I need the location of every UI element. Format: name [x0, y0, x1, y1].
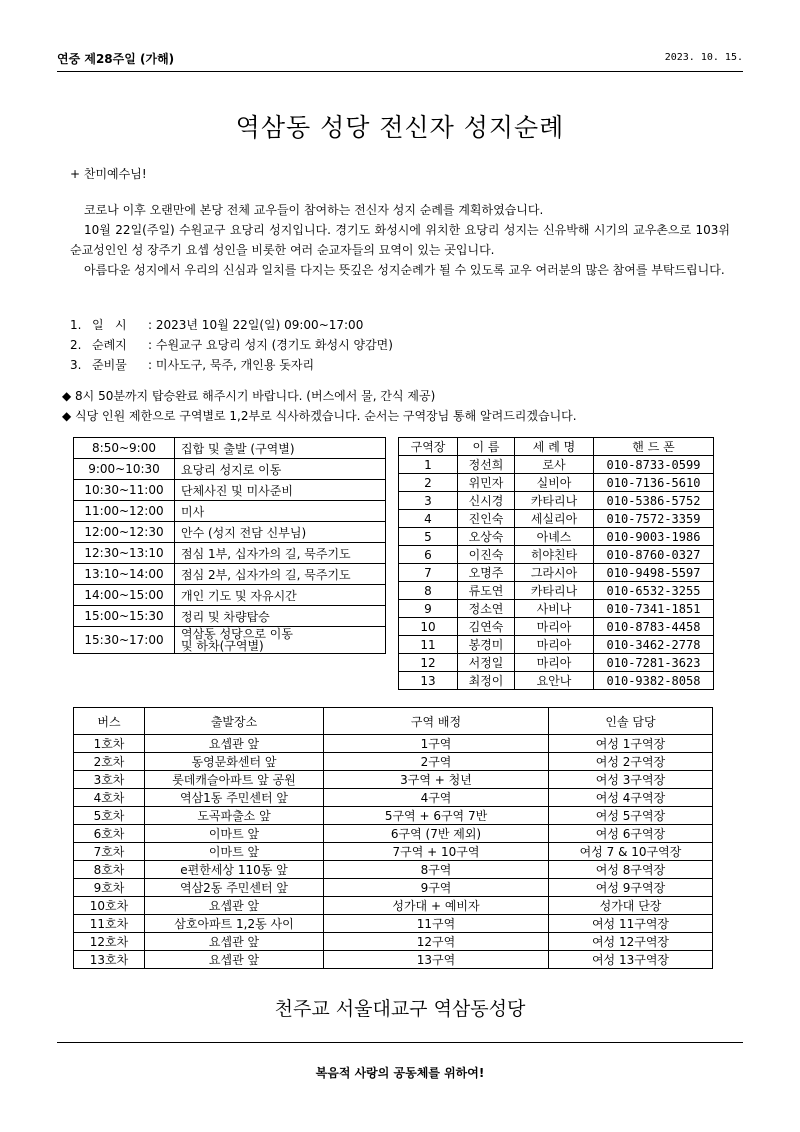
district-number: 13: [399, 672, 458, 690]
info-value: : 2023년 10월 22일(일) 09:00~17:00: [148, 318, 364, 332]
column-header: 핸 드 폰: [594, 438, 714, 456]
departure-place: 역삼2동 주민센터 앞: [145, 879, 324, 897]
district-assignment: 8구역: [324, 861, 549, 879]
phone-number: 010-3462-2778: [594, 636, 714, 654]
phone-number: 010-9382-8058: [594, 672, 714, 690]
district-assignment: 2구역: [324, 753, 549, 771]
leader-name: 신시경: [458, 492, 515, 510]
district-number: 11: [399, 636, 458, 654]
baptismal-name: 마리아: [515, 654, 594, 672]
departure-place: 삼호아파트 1,2동 사이: [145, 915, 324, 933]
info-row: [70, 315, 393, 335]
footer-rule: [57, 1042, 743, 1043]
leader-name: 김연숙: [458, 618, 515, 636]
table-row: [74, 843, 713, 861]
schedule-activity: 미사: [175, 501, 386, 522]
table-row: [74, 522, 386, 543]
district-assignment: 5구역 + 6구역 7반: [324, 807, 549, 825]
leader-name: 봉경미: [458, 636, 515, 654]
info-key: 일 시: [92, 318, 127, 332]
schedule-activity: 개인 기도 및 자유시간: [175, 585, 386, 606]
district-assignment: 7구역 + 10구역: [324, 843, 549, 861]
leader-name: 오상숙: [458, 528, 515, 546]
table-row: [399, 474, 714, 492]
bus-leader: 여성 4구역장: [549, 789, 713, 807]
bus-leader: 여성 11구역장: [549, 915, 713, 933]
page-title: 역삼동 성당 전신자 성지순례: [235, 113, 565, 142]
schedule-time: 12:00~12:30: [74, 522, 175, 543]
departure-place: 역삼1동 주민센터 앞: [145, 789, 324, 807]
bus-leader: 여성 9구역장: [549, 879, 713, 897]
bus-number: 4호차: [74, 789, 145, 807]
column-header: 출발장소: [145, 708, 324, 735]
table-row: [399, 654, 714, 672]
district-assignment: 13구역: [324, 951, 549, 969]
bus-leader: 여성 6구역장: [549, 825, 713, 843]
leader-name: 진인숙: [458, 510, 515, 528]
baptismal-name: 요안나: [515, 672, 594, 690]
info-row: [70, 355, 393, 375]
info-key: 순례지: [92, 338, 127, 352]
table-row: [74, 501, 386, 522]
bulletin-issue: 연중 제28주일 (가해): [57, 52, 175, 66]
leader-name: 오명주: [458, 564, 515, 582]
district-number: 9: [399, 600, 458, 618]
column-header: 세 례 명: [515, 438, 594, 456]
district-assignment: 9구역: [324, 879, 549, 897]
column-header: 인솔 담당: [549, 708, 713, 735]
notice-item: ◆ 식당 인원 제한으로 구역별로 1,2부로 식사하겠습니다. 순서는 구역장님 통해 알려드리겠습니다.: [62, 409, 577, 423]
schedule-time: 12:30~13:10: [74, 543, 175, 564]
baptismal-name: 카타리나: [515, 582, 594, 600]
baptismal-name: 마리아: [515, 636, 594, 654]
bus-number: 2호차: [74, 753, 145, 771]
bus-leader: 여성 8구역장: [549, 861, 713, 879]
departure-place: 도곡파출소 앞: [145, 807, 324, 825]
table-row: [74, 825, 713, 843]
schedule-table: [73, 437, 386, 654]
schedule-activity: 정리 및 차량탑승: [175, 606, 386, 627]
bus-assignment-table: [73, 707, 713, 969]
paragraph: 코로나 이후 오랜만에 본당 전체 교우들이 참여하는 전신자 성지 순례를 계획하였습니다.: [84, 203, 544, 217]
phone-number: 010-8733-0599: [594, 456, 714, 474]
info-value: : 수원교구 요당리 성지 (경기도 화성시 양감면): [148, 338, 393, 352]
parish-name: 천주교 서울대교구 역삼동성당: [274, 998, 526, 1020]
schedule-activity-line: 역삼동 성당으로 이동: [181, 627, 293, 641]
bus-leader: 여성 2구역장: [549, 753, 713, 771]
district-assignment: 11구역: [324, 915, 549, 933]
table-row: [74, 771, 713, 789]
column-header: 버스: [74, 708, 145, 735]
schedule-activity: 요당리 성지로 이동: [175, 459, 386, 480]
intro-paragraphs: [70, 200, 730, 280]
schedule-time: 9:00~10:30: [74, 459, 175, 480]
info-num: 1.: [70, 318, 82, 332]
table-row: [74, 585, 386, 606]
table-row: [399, 492, 714, 510]
schedule-activity: 점심 1부, 십자가의 길, 묵주기도: [175, 543, 386, 564]
district-number: 1: [399, 456, 458, 474]
greeting: + 찬미예수님!: [70, 167, 147, 181]
schedule-activity-line: 및 하차(구역별): [181, 639, 264, 653]
district-assignment: 4구역: [324, 789, 549, 807]
baptismal-name: 세실리아: [515, 510, 594, 528]
table-row: [74, 861, 713, 879]
district-leaders-table: [398, 437, 714, 690]
bus-number: 10호차: [74, 897, 145, 915]
bulletin-date: 2023. 10. 15.: [664, 52, 743, 63]
table-row: [74, 951, 713, 969]
district-number: 8: [399, 582, 458, 600]
bus-number: 12호차: [74, 933, 145, 951]
phone-number: 010-7136-5610: [594, 474, 714, 492]
header-rule: [57, 71, 743, 72]
baptismal-name: 그라시아: [515, 564, 594, 582]
departure-place: 동영문화센터 앞: [145, 753, 324, 771]
district-assignment: 6구역 (7반 제외): [324, 825, 549, 843]
schedule-activity: 안수 (성지 전담 신부님): [175, 522, 386, 543]
bus-leader: 여성 7 & 10구역장: [549, 843, 713, 861]
phone-number: 010-7572-3359: [594, 510, 714, 528]
info-key: 준비물: [92, 358, 127, 372]
bus-number: 13호차: [74, 951, 145, 969]
table-row: [399, 528, 714, 546]
schedule-activity: [175, 627, 386, 654]
baptismal-name: 아녜스: [515, 528, 594, 546]
bus-leader: 여성 1구역장: [549, 735, 713, 753]
info-value: : 미사도구, 묵주, 개인용 돗자리: [148, 358, 315, 372]
schedule-time: 11:00~12:00: [74, 501, 175, 522]
leader-name: 위민자: [458, 474, 515, 492]
schedule-activity: 점심 2부, 십자가의 길, 묵주기도: [175, 564, 386, 585]
schedule-time: 15:00~15:30: [74, 606, 175, 627]
district-number: 12: [399, 654, 458, 672]
district-number: 3: [399, 492, 458, 510]
bus-number: 9호차: [74, 879, 145, 897]
event-info-list: [70, 315, 393, 375]
departure-place: 이마트 앞: [145, 825, 324, 843]
table-row: [74, 879, 713, 897]
schedule-time: 13:10~14:00: [74, 564, 175, 585]
schedule-activity: 집합 및 출발 (구역별): [175, 438, 386, 459]
notice-item: ◆ 8시 50분까지 탑승완료 해주시기 바랍니다. (버스에서 물, 간식 제공): [62, 389, 436, 403]
column-header: 구역 배정: [324, 708, 549, 735]
leader-name: 류도연: [458, 582, 515, 600]
schedule-time: 14:00~15:00: [74, 585, 175, 606]
baptismal-name: 마리아: [515, 618, 594, 636]
notice-list: [62, 386, 577, 426]
phone-number: 010-8783-4458: [594, 618, 714, 636]
table-header-row: [74, 708, 713, 735]
table-row: [74, 564, 386, 585]
departure-place: 요셉관 앞: [145, 897, 324, 915]
district-number: 7: [399, 564, 458, 582]
table-row: [74, 735, 713, 753]
table-row: [399, 582, 714, 600]
phone-number: 010-9003-1986: [594, 528, 714, 546]
baptismal-name: 사비나: [515, 600, 594, 618]
bus-number: 1호차: [74, 735, 145, 753]
district-assignment: 3구역 + 청년: [324, 771, 549, 789]
table-row: [399, 564, 714, 582]
leader-name: 정소연: [458, 600, 515, 618]
leader-name: 최정이: [458, 672, 515, 690]
parish-motto: 복음적 사랑의 공동체를 위하여!: [315, 1066, 485, 1080]
bus-leader: 여성 3구역장: [549, 771, 713, 789]
table-row: [74, 753, 713, 771]
table-row: [399, 600, 714, 618]
departure-place: e편한세상 110동 앞: [145, 861, 324, 879]
bus-leader: 성가대 단장: [549, 897, 713, 915]
table-row: [74, 789, 713, 807]
baptismal-name: 로사: [515, 456, 594, 474]
departure-place: 이마트 앞: [145, 843, 324, 861]
paragraph: 아름다운 성지에서 우리의 신심과 일치를 다지는 뜻깊은 성지순례가 될 수 있도록 교우 여러분의 많은 참여를 부탁드립니다.: [84, 263, 725, 277]
leader-name: 이진숙: [458, 546, 515, 564]
table-row: [74, 480, 386, 501]
table-row: [74, 543, 386, 564]
district-number: 4: [399, 510, 458, 528]
schedule-time: 15:30~17:00: [74, 627, 175, 654]
info-num: 3.: [70, 358, 82, 372]
district-number: 10: [399, 618, 458, 636]
phone-number: 010-5386-5752: [594, 492, 714, 510]
district-number: 6: [399, 546, 458, 564]
district-assignment: 성가대 + 예비자: [324, 897, 549, 915]
table-row: [399, 618, 714, 636]
district-number: 2: [399, 474, 458, 492]
baptismal-name: 카타리나: [515, 492, 594, 510]
table-row: [399, 546, 714, 564]
baptismal-name: 히야친타: [515, 546, 594, 564]
phone-number: 010-7281-3623: [594, 654, 714, 672]
schedule-time: 10:30~11:00: [74, 480, 175, 501]
table-row: [399, 636, 714, 654]
info-num: 2.: [70, 338, 82, 352]
leader-name: 서정일: [458, 654, 515, 672]
district-assignment: 1구역: [324, 735, 549, 753]
phone-number: 010-6532-3255: [594, 582, 714, 600]
table-row: [74, 438, 386, 459]
baptismal-name: 실비아: [515, 474, 594, 492]
column-header: 이 름: [458, 438, 515, 456]
bus-number: 8호차: [74, 861, 145, 879]
schedule-time: 8:50~9:00: [74, 438, 175, 459]
table-row: [74, 933, 713, 951]
bus-number: 7호차: [74, 843, 145, 861]
departure-place: 요셉관 앞: [145, 735, 324, 753]
table-row: [74, 897, 713, 915]
bus-number: 11호차: [74, 915, 145, 933]
district-assignment: 12구역: [324, 933, 549, 951]
table-row: [399, 510, 714, 528]
table-header-row: [399, 438, 714, 456]
departure-place: 롯데캐슬아파트 앞 공원: [145, 771, 324, 789]
phone-number: 010-8760-0327: [594, 546, 714, 564]
phone-number: 010-7341-1851: [594, 600, 714, 618]
table-row: [74, 807, 713, 825]
table-row: [399, 672, 714, 690]
bus-number: 6호차: [74, 825, 145, 843]
bus-number: 3호차: [74, 771, 145, 789]
bus-leader: 여성 12구역장: [549, 933, 713, 951]
bus-leader: 여성 13구역장: [549, 951, 713, 969]
table-row: [399, 456, 714, 474]
table-row: [74, 915, 713, 933]
info-row: [70, 335, 393, 355]
bus-leader: 여성 5구역장: [549, 807, 713, 825]
paragraph: 10월 22일(주일) 수원교구 요당리 성지입니다. 경기도 화성시에 위치한 요당리 성지는 신유박해 시기의 교우촌으로 103위 순교성인인 성 장주기 요셉 성인을 비롯한 여러 순교자들의 묘역이 있는 곳입니다.: [70, 223, 730, 257]
bus-number: 5호차: [74, 807, 145, 825]
table-row: [74, 459, 386, 480]
phone-number: 010-9498-5597: [594, 564, 714, 582]
table-row: [74, 606, 386, 627]
leader-name: 정선희: [458, 456, 515, 474]
departure-place: 요셉관 앞: [145, 951, 324, 969]
schedule-activity: 단체사진 및 미사준비: [175, 480, 386, 501]
district-number: 5: [399, 528, 458, 546]
table-row: [74, 627, 386, 654]
column-header: 구역장: [399, 438, 458, 456]
departure-place: 요셉관 앞: [145, 933, 324, 951]
